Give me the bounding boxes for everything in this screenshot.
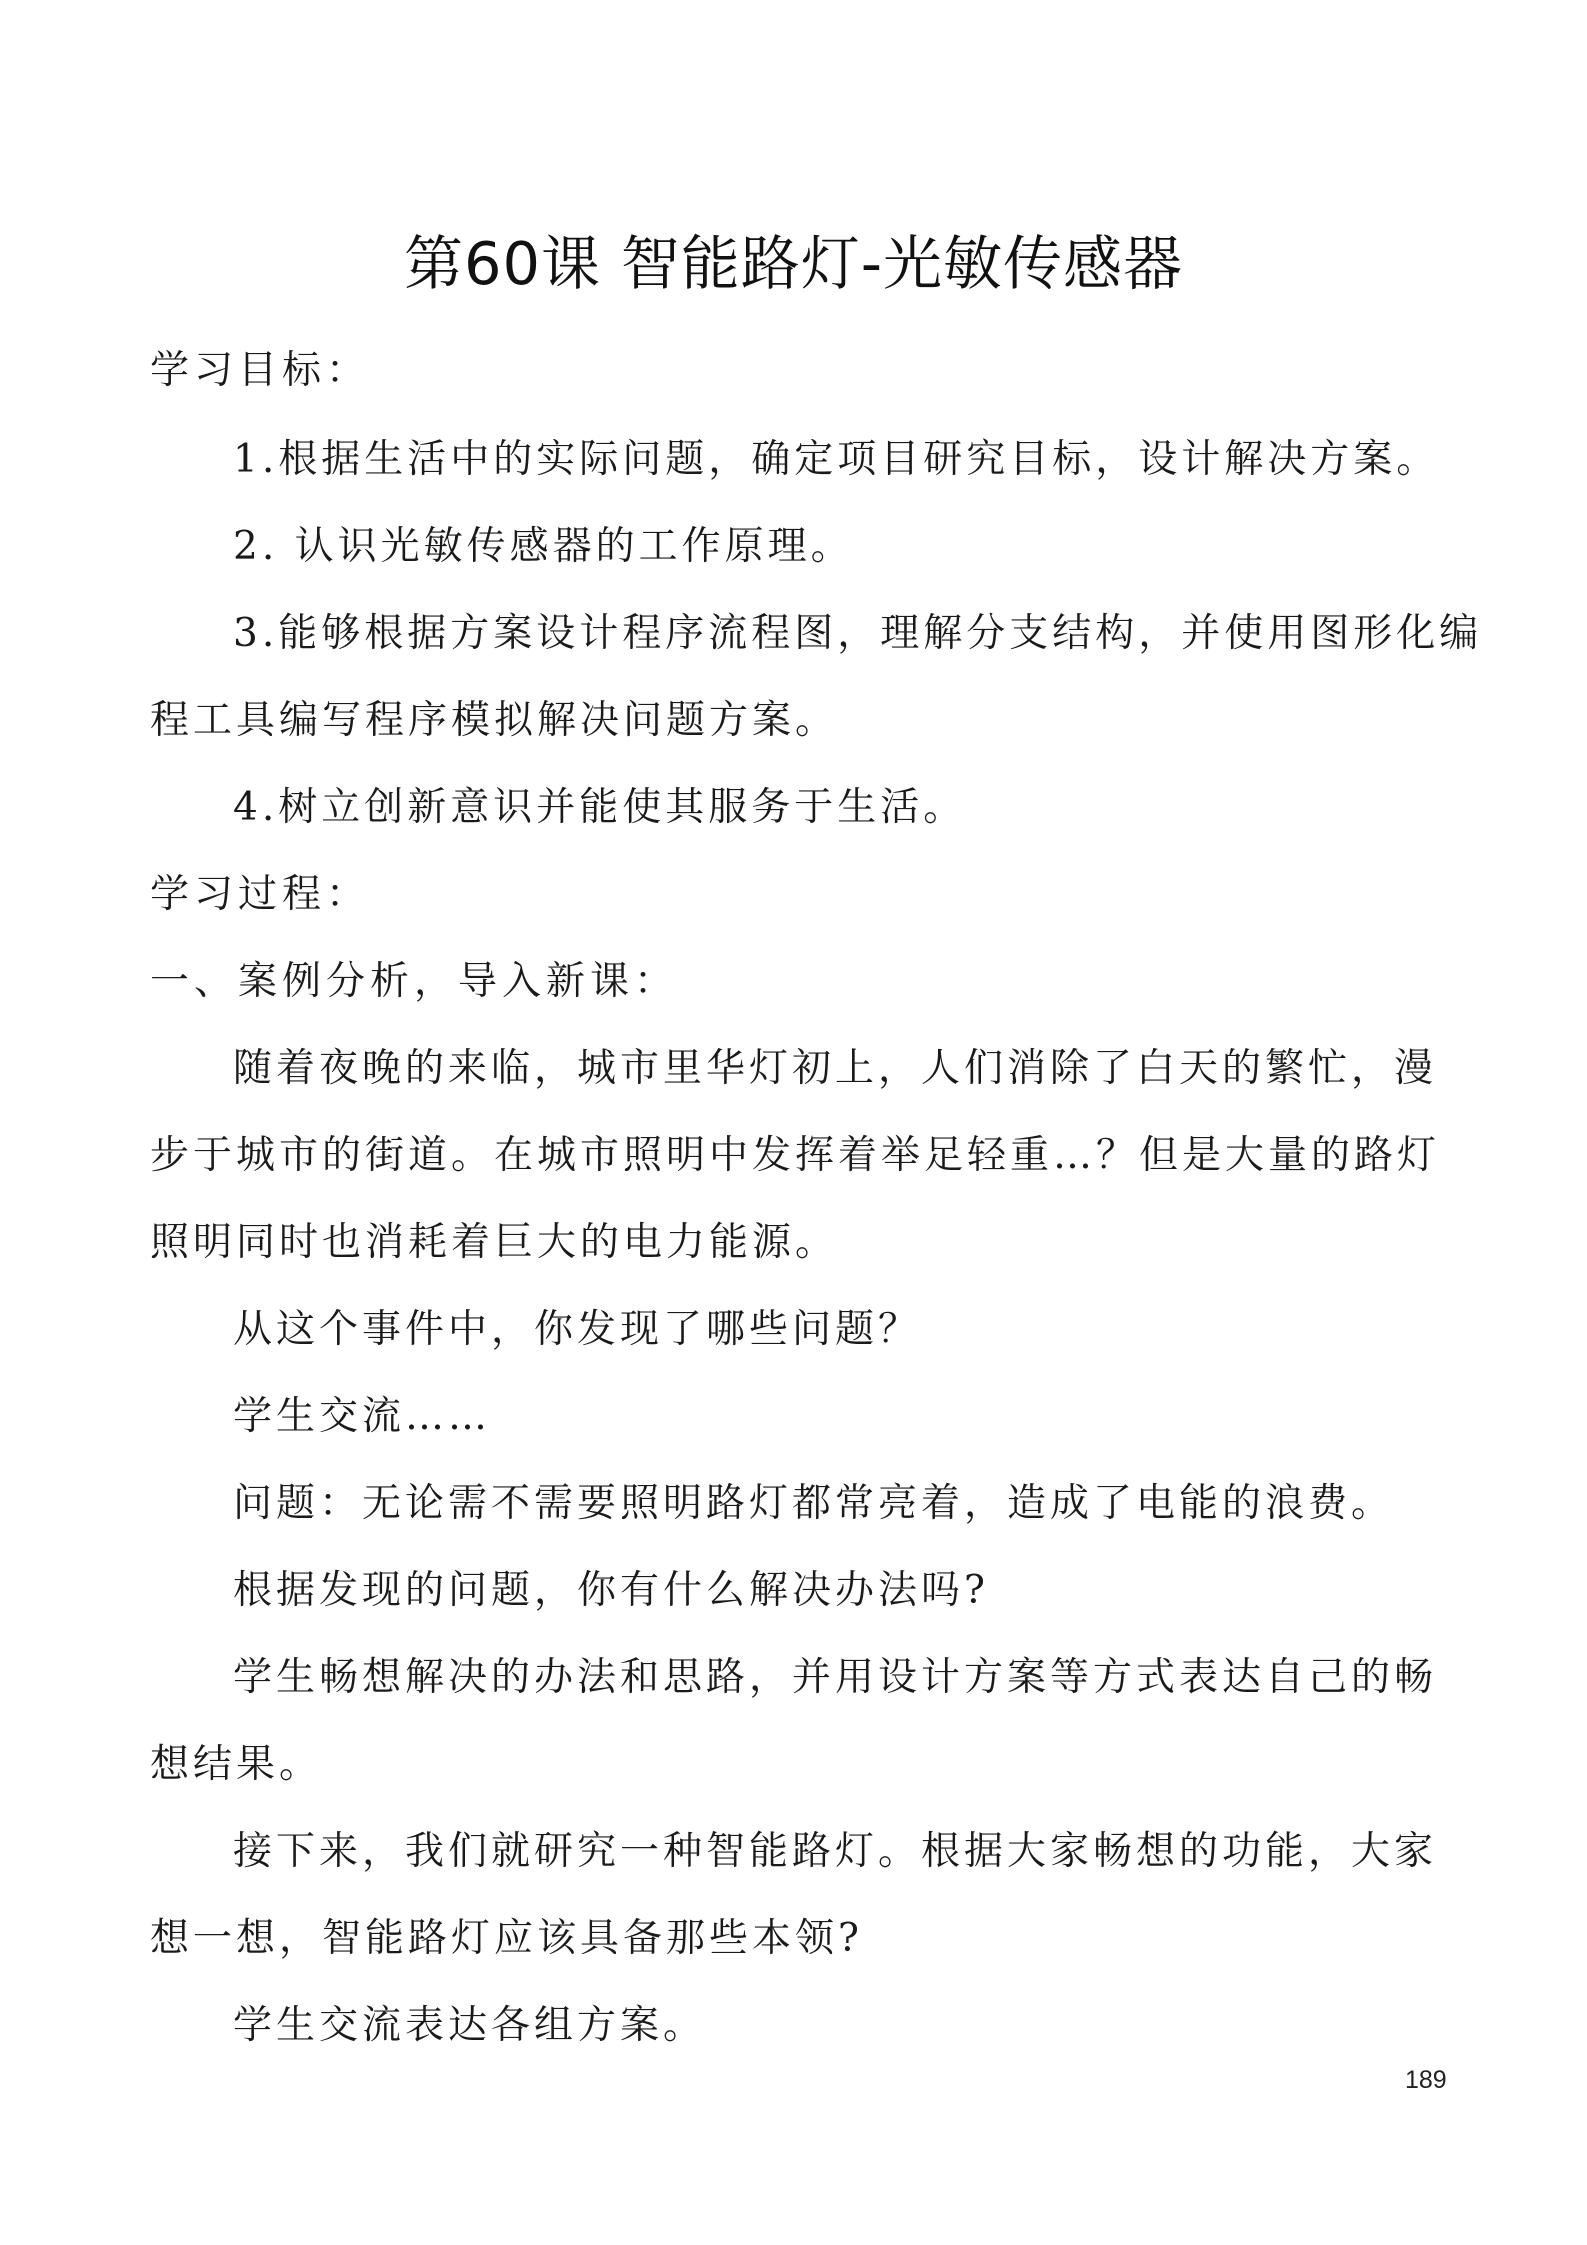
page-number: 189 <box>1405 2066 1447 2094</box>
objective-item-3-continued: 程工具编写程序模拟解决问题方案。 <box>150 698 839 743</box>
objective-item-1: 1.根据生活中的实际问题，确定项目研究目标，设计解决方案。 <box>233 437 1440 482</box>
paragraph-line: 随着夜晚的来临，城市里华灯初上，人们消除了白天的繁忙，漫 <box>233 1046 1438 1091</box>
question-line: 从这个事件中，你发现了哪些问题？ <box>233 1307 922 1352</box>
section-heading-objectives: 学习目标： <box>150 348 371 393</box>
paragraph-line: 学生畅想解决的办法和思路，并用设计方案等方式表达自己的畅 <box>233 1655 1438 1700</box>
objective-item-2: 2. 认识光敏传感器的工作原理。 <box>233 524 854 569</box>
page-title: 第60课 智能路灯-光敏传感器 <box>403 229 1184 298</box>
question-line: 根据发现的问题，你有什么解决办法吗? <box>233 1568 989 1613</box>
objective-item-4: 4.树立创新意识并能使其服务于生活。 <box>233 785 967 830</box>
objective-item-3: 3.能够根据方案设计程序流程图，理解分支结构，并使用图形化编 <box>233 611 1483 656</box>
section-heading-process: 学习过程： <box>150 872 371 917</box>
paragraph-line: 想结果。 <box>150 1742 323 1787</box>
problem-line: 问题：无论需不需要照明路灯都常亮着，造成了电能的浪费。 <box>233 1481 1395 1526</box>
paragraph-line: 接下来，我们就研究一种智能路灯。根据大家畅想的功能，大家 <box>233 1829 1438 1874</box>
paragraph-line: 步于城市的街道。在城市照明中发挥着举足轻重…？但是大量的路灯 <box>150 1133 1441 1178</box>
paragraph-line: 照明同时也消耗着巨大的电力能源。 <box>150 1220 839 1265</box>
paragraph-line: 想一想，智能路灯应该具备那些本领? <box>150 1916 863 1961</box>
student-discussion-line: 学生交流…… <box>233 1394 492 1439</box>
subsection-heading-case-analysis: 一、案例分析，导入新课： <box>150 959 679 1004</box>
paragraph-line: 学生交流表达各组方案。 <box>233 2003 707 2048</box>
